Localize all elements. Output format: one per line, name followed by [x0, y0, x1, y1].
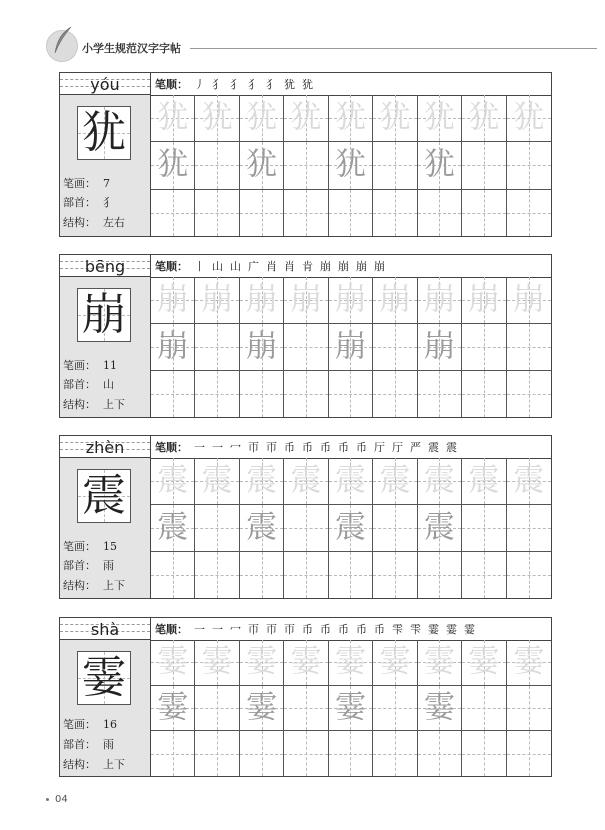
- character-block-you: [59, 72, 552, 237]
- stroke-step: 币: [284, 441, 295, 454]
- model-cell: 崩: [240, 324, 284, 371]
- structure: 结构： 上下: [63, 758, 125, 771]
- empty-cell: [507, 324, 551, 371]
- trace-cell: 崩: [462, 277, 506, 324]
- empty-cell: [284, 731, 328, 776]
- empty-cell: [195, 190, 239, 236]
- stroke-step: 一: [194, 623, 205, 636]
- stroke-step: 肯: [302, 260, 313, 273]
- trace-cell: 崩: [284, 277, 328, 324]
- quill-logo-icon: [46, 30, 78, 62]
- model-cell: 震: [418, 505, 462, 552]
- empty-cell: [462, 505, 506, 552]
- empty-cell: [373, 142, 417, 189]
- stroke-step: 犭: [230, 78, 241, 91]
- structure: 结构： 上下: [63, 398, 125, 411]
- radical: 部首： 山: [63, 378, 114, 391]
- stroke-count: 笔画： 16: [63, 718, 117, 731]
- stroke-step: 崩: [356, 260, 367, 273]
- empty-cell: [373, 324, 417, 371]
- stroke-step: 广: [248, 260, 259, 273]
- stroke-step: 犹: [302, 78, 313, 91]
- character-block-beng: [59, 254, 552, 418]
- header-rule: [190, 48, 597, 49]
- stroke-step: 币: [338, 623, 349, 636]
- trace-cell: 震: [418, 458, 462, 505]
- stroke-count: 笔画： 15: [63, 540, 117, 553]
- trace-cell: 震: [462, 458, 506, 505]
- empty-cell: [284, 505, 328, 552]
- stroke-step: 崩: [320, 260, 331, 273]
- trace-cell: 崩: [418, 277, 462, 324]
- pinyin-label: shà: [60, 618, 150, 640]
- empty-cell: [151, 190, 195, 236]
- character-block-sha: [59, 617, 552, 777]
- model-cell: 震: [329, 505, 373, 552]
- stroke-step: 震: [428, 441, 439, 454]
- empty-cell: [284, 686, 328, 732]
- model-cell: 震: [240, 505, 284, 552]
- empty-cell: [373, 371, 417, 417]
- stroke-step: 帀: [284, 623, 295, 636]
- stroke-step: 币: [320, 623, 331, 636]
- radical: 部首： 犭: [63, 196, 114, 209]
- empty-cell: [462, 371, 506, 417]
- stroke-step: 肖: [266, 260, 277, 273]
- stroke-step: 山: [212, 260, 223, 273]
- stroke-order-row: 笔顺： 丿 犭 犭 犭 犭 犹 犹: [151, 73, 551, 96]
- model-cell: 霎: [418, 686, 462, 732]
- stroke-step: 币: [356, 441, 367, 454]
- stroke-count: 笔画： 11: [63, 359, 117, 372]
- trace-cell: 霎: [418, 640, 462, 686]
- stroke-step: 霎: [464, 623, 475, 636]
- model-cell: 犹: [418, 142, 462, 189]
- empty-cell: [507, 731, 551, 776]
- stroke-step: 雫: [392, 623, 403, 636]
- empty-cell: [195, 686, 239, 732]
- empty-cell: [507, 686, 551, 732]
- trace-cell: 霎: [507, 640, 551, 686]
- empty-cell: [462, 324, 506, 371]
- trace-cell: 犹: [195, 95, 239, 142]
- stroke-step: 帀: [266, 623, 277, 636]
- stroke-step: 币: [302, 623, 313, 636]
- pinyin-label: yóu: [60, 73, 150, 95]
- empty-cell: [284, 324, 328, 371]
- empty-cell: [462, 552, 506, 598]
- empty-cell: [284, 552, 328, 598]
- empty-cell: [151, 371, 195, 417]
- empty-cell: [240, 731, 284, 776]
- bullet-dot-icon: [46, 798, 49, 801]
- empty-cell: [373, 190, 417, 236]
- empty-cell: [284, 371, 328, 417]
- empty-cell: [462, 686, 506, 732]
- model-cell: 霎: [151, 686, 195, 732]
- stroke-step: 一: [212, 441, 223, 454]
- model-cell: 崩: [151, 324, 195, 371]
- stroke-step: 币: [320, 441, 331, 454]
- stroke-step: 帀: [266, 441, 277, 454]
- trace-cell: 崩: [151, 277, 195, 324]
- empty-cell: [329, 731, 373, 776]
- empty-cell: [329, 371, 373, 417]
- trace-cell: 霎: [373, 640, 417, 686]
- empty-cell: [240, 190, 284, 236]
- stroke-step: 霎: [428, 623, 439, 636]
- trace-cell: 犹: [373, 95, 417, 142]
- book-title: 小学生规范汉字字帖: [82, 42, 181, 55]
- stroke-step: 币: [374, 623, 385, 636]
- model-character: 震: [77, 469, 131, 523]
- stroke-order-row: 笔顺： 一 一 冖 帀 帀 币 币 币 币 币 厅 厅 严 震 震: [151, 436, 551, 459]
- empty-cell: [195, 371, 239, 417]
- trace-cell: 霎: [195, 640, 239, 686]
- stroke-order-row: 笔顺： 丨 山 山 广 肖 肖 肯 崩 崩 崩 崩: [151, 255, 551, 278]
- radical: 部首： 雨: [63, 738, 114, 751]
- model-cell: 犹: [240, 142, 284, 189]
- trace-cell: 震: [373, 458, 417, 505]
- empty-cell: [195, 324, 239, 371]
- empty-cell: [195, 552, 239, 598]
- stroke-order-row: 笔顺： 一 一 冖 帀 帀 帀 币 币 币 币 币 雫 雫 霎 霎 霎: [151, 618, 551, 641]
- stroke-step: 厅: [374, 441, 385, 454]
- page-number: 04: [55, 794, 68, 805]
- page-footer: [46, 794, 68, 805]
- stroke-step: 犭: [266, 78, 277, 91]
- practice-grid: [151, 458, 551, 598]
- character-info-panel: [60, 73, 151, 236]
- empty-cell: [507, 505, 551, 552]
- practice-grid: [151, 640, 551, 776]
- empty-cell: [418, 552, 462, 598]
- stroke-step: 丿: [194, 78, 205, 91]
- stroke-step: 一: [212, 623, 223, 636]
- stroke-step: 币: [338, 441, 349, 454]
- stroke-step: 犭: [248, 78, 259, 91]
- trace-cell: 崩: [195, 277, 239, 324]
- empty-cell: [462, 731, 506, 776]
- empty-cell: [195, 142, 239, 189]
- empty-cell: [195, 505, 239, 552]
- empty-cell: [195, 731, 239, 776]
- empty-cell: [373, 552, 417, 598]
- stroke-step: 肖: [284, 260, 295, 273]
- empty-cell: [507, 552, 551, 598]
- stroke-step: 犭: [212, 78, 223, 91]
- empty-cell: [462, 190, 506, 236]
- model-character: 犹: [77, 106, 131, 160]
- empty-cell: [329, 552, 373, 598]
- stroke-step: 严: [410, 441, 421, 454]
- trace-cell: 霎: [284, 640, 328, 686]
- pinyin-label: zhèn: [60, 436, 150, 458]
- character-info-panel: [60, 618, 151, 776]
- empty-cell: [373, 686, 417, 732]
- page-header: [0, 0, 605, 62]
- trace-cell: 崩: [373, 277, 417, 324]
- trace-cell: 崩: [329, 277, 373, 324]
- empty-cell: [151, 731, 195, 776]
- stroke-step: 霎: [446, 623, 457, 636]
- stroke-step: 崩: [374, 260, 385, 273]
- practice-grid: [151, 95, 551, 236]
- structure: 结构： 左右: [63, 216, 125, 229]
- empty-cell: [418, 371, 462, 417]
- stroke-step: 崩: [338, 260, 349, 273]
- trace-cell: 崩: [507, 277, 551, 324]
- trace-cell: 霎: [151, 640, 195, 686]
- model-cell: 犹: [329, 142, 373, 189]
- model-character: 崩: [77, 288, 131, 342]
- model-cell: 犹: [151, 142, 195, 189]
- trace-cell: 震: [240, 458, 284, 505]
- model-character: 霎: [77, 651, 131, 705]
- trace-cell: 霎: [462, 640, 506, 686]
- empty-cell: [329, 190, 373, 236]
- stroke-step: 一: [194, 441, 205, 454]
- model-cell: 霎: [329, 686, 373, 732]
- stroke-step: 冖: [230, 623, 241, 636]
- model-cell: 崩: [418, 324, 462, 371]
- radical: 部首： 雨: [63, 559, 114, 572]
- empty-cell: [418, 731, 462, 776]
- trace-cell: 霎: [329, 640, 373, 686]
- empty-cell: [284, 190, 328, 236]
- stroke-step: 山: [230, 260, 241, 273]
- model-cell: 崩: [329, 324, 373, 371]
- trace-cell: 犹: [151, 95, 195, 142]
- trace-cell: 犹: [418, 95, 462, 142]
- stroke-step: 帀: [248, 623, 259, 636]
- stroke-step: 厅: [392, 441, 403, 454]
- trace-cell: 霎: [240, 640, 284, 686]
- stroke-step: 雫: [410, 623, 421, 636]
- structure: 结构： 上下: [63, 579, 125, 592]
- empty-cell: [240, 552, 284, 598]
- trace-cell: 犹: [507, 95, 551, 142]
- empty-cell: [507, 371, 551, 417]
- trace-cell: 犹: [284, 95, 328, 142]
- trace-cell: 犹: [240, 95, 284, 142]
- model-cell: 霎: [240, 686, 284, 732]
- trace-cell: 震: [195, 458, 239, 505]
- trace-cell: 崩: [240, 277, 284, 324]
- empty-cell: [373, 731, 417, 776]
- empty-cell: [507, 142, 551, 189]
- character-block-zhen: [59, 435, 552, 599]
- stroke-count: 笔画： 7: [63, 177, 110, 190]
- pinyin-label: bēng: [60, 255, 150, 277]
- trace-cell: 犹: [462, 95, 506, 142]
- empty-cell: [284, 142, 328, 189]
- trace-cell: 震: [507, 458, 551, 505]
- stroke-step: 丨: [194, 260, 205, 273]
- stroke-step: 币: [356, 623, 367, 636]
- trace-cell: 震: [284, 458, 328, 505]
- trace-cell: 犹: [329, 95, 373, 142]
- trace-cell: 震: [151, 458, 195, 505]
- practice-grid: [151, 277, 551, 417]
- empty-cell: [240, 371, 284, 417]
- empty-cell: [373, 505, 417, 552]
- trace-cell: 震: [329, 458, 373, 505]
- stroke-step: 犹: [284, 78, 295, 91]
- stroke-step: 币: [302, 441, 313, 454]
- character-info-panel: [60, 436, 151, 598]
- stroke-step: 震: [446, 441, 457, 454]
- character-info-panel: [60, 255, 151, 417]
- empty-cell: [151, 552, 195, 598]
- model-cell: 震: [151, 505, 195, 552]
- stroke-step: 冖: [230, 441, 241, 454]
- empty-cell: [507, 190, 551, 236]
- empty-cell: [418, 190, 462, 236]
- empty-cell: [462, 142, 506, 189]
- stroke-step: 帀: [248, 441, 259, 454]
